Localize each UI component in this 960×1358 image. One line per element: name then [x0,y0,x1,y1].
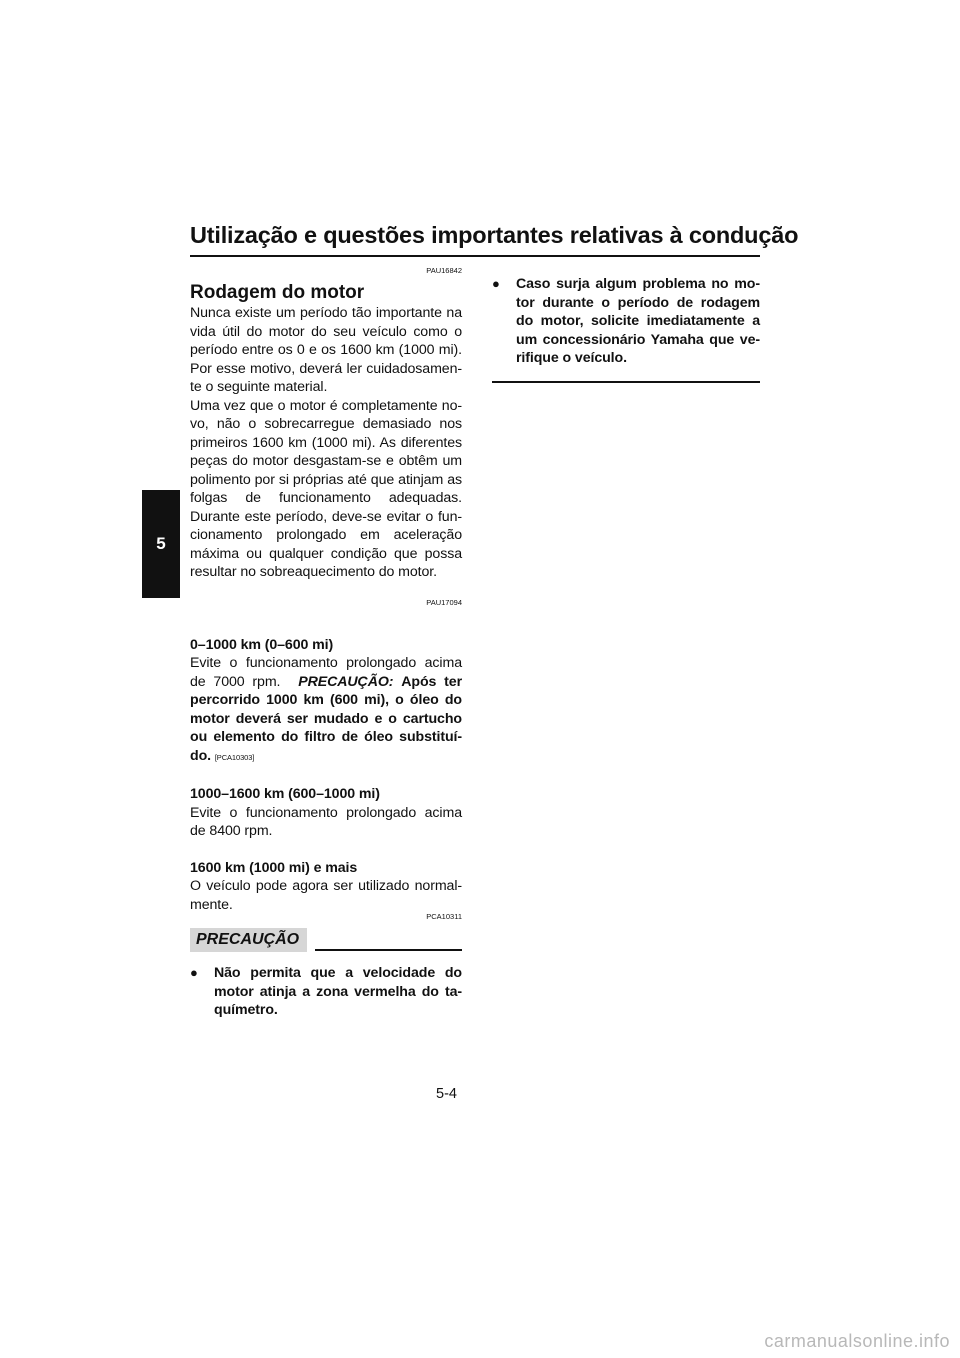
subheading: 1600 km (1000 mi) e mais [190,859,358,876]
subheading: 1000–1600 km (600–1000 mi) [190,786,380,802]
caution-rule [315,949,462,951]
left-column [190,266,462,1020]
inline-caution-label: PRECAUÇÃO: [298,673,394,690]
caution-header [190,926,462,952]
right-column [492,275,760,383]
chapter-tab [142,490,180,598]
caution-end-rule [492,381,760,383]
bullet-item [492,275,760,368]
bullet-text: Caso surja algum problema no mo-tor durante o período de rodagem do motor, solicite imediatamente a um concessionário Yamaha que ve-rifique o veículo. [516,276,760,366]
range-text: Evite o funcionamento prolongado acima de 7000 rpm. [190,655,462,690]
chapter-number: 5 [156,534,166,553]
reference-code: PAU16842 [426,266,462,275]
bullet-text: Não permita que a velocidade do motor atinja a zona vermelha do ta-químetro. [214,965,462,1018]
paragraph [190,654,462,767]
bullet-item [190,964,462,1020]
page-number: 5-4 [436,1086,457,1102]
watermark: carmanualsonline.info [764,1331,950,1351]
inline-caution-text: Após ter percorrido 1000 km (600 mi), o óleo do motor deverá ser mudado e o cartucho ou elemento do filtro de óleo substituí-do. [190,673,463,764]
section-title: Rodagem do motor [190,282,365,303]
page-header-title: Utilização e questões importantes relativas à condução [190,222,799,248]
paragraph: O veículo pode agora ser utilizado normal-mente. [190,878,462,913]
reference-code: PCA10311 [426,912,462,921]
caution-label: PRECAUÇÃO [190,928,307,952]
paragraph: Uma vez que o motor é completamente no-vo, não o sobrecarregue demasiado nos primeiros 1600 km (1000 mi). As diferentes peças do motor desgastam-se e obtêm um polimento por si próprias até que atinjam as folgas de funcionamento adequadas. Durante este período, deve-se evitar o fun-cionamento prolongado em aceleração máxima ou qualquer condição que possa resultar no sobreaquecimento do motor. [190,397,462,580]
reference-code: [PCA10303] [214,752,255,762]
header-rule [190,255,760,257]
subheading: 0–1000 km (0–600 mi) [190,636,334,653]
bullet-dot-icon: ● [492,276,500,291]
paragraph: Nunca existe um período tão importante na vida útil do motor do seu veículo como o período entre os 0 e os 1600 km (1000 mi). Por esse motivo, deverá ler cuidadosamen-te o seguinte material. [190,305,462,395]
paragraph: Evite o funcionamento prolongado acima de 8400 rpm. [190,804,462,839]
bullet-dot-icon: ● [190,965,198,980]
reference-code: PAU17094 [426,597,462,607]
